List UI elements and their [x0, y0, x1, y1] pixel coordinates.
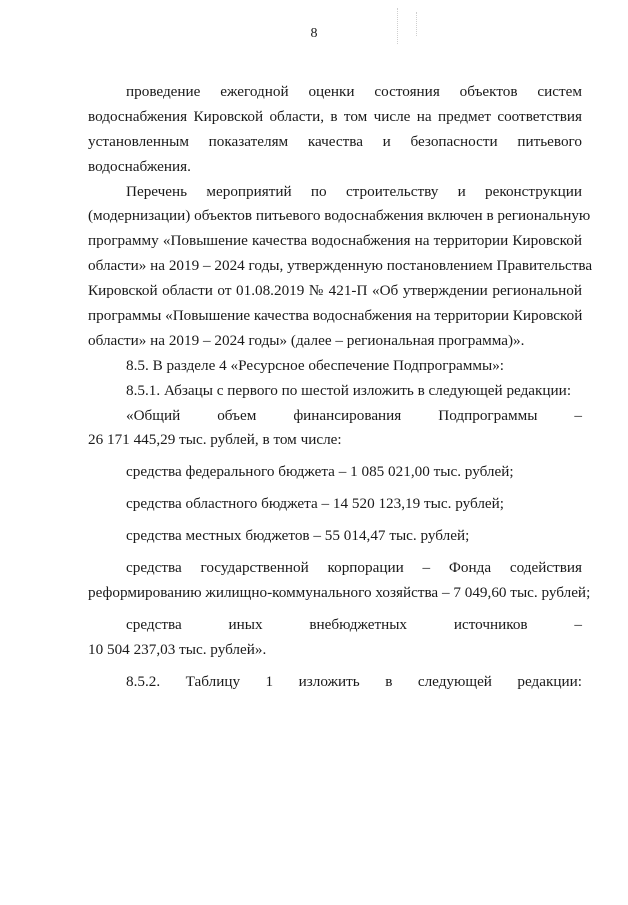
- text-line: установленным показателям качества и безопасности питьевого: [88, 132, 582, 150]
- text-line: программу «Повышение качества водоснабжения на территории Кировской: [88, 232, 582, 250]
- text-line: 8.5.2. Таблицу 1 изложить в следующей редакции:: [126, 672, 582, 690]
- text-line: 8.5.1. Абзацы с первого по шестой изложить в следующей редакции:: [126, 381, 572, 399]
- text-line: проведение ежегодной оценки состояния объектов систем: [126, 83, 582, 100]
- text-line: «Общий объем финансирования Подпрограммы –: [126, 406, 582, 424]
- text-line: (модернизации) объектов питьевого водоснабжения включен в региональную: [88, 207, 591, 225]
- text-line: 10 504 237,03 тыс. рублей».: [88, 640, 267, 658]
- text-line: 26 171 445,29 тыс. рублей, в том числе:: [88, 431, 342, 449]
- text-line: водоснабжения Кировской области, в том числе на предмет соответствия: [88, 107, 582, 125]
- text-line: области» на 2019 – 2024 годы, утвержденную постановлением Правительства: [88, 257, 593, 275]
- page-number: 8: [310, 26, 318, 41]
- text-line: средства иных внебюджетных источников –: [126, 615, 582, 633]
- text-line: средства местных бюджетов – 55 014,47 тыс. рублей;: [126, 527, 470, 545]
- text-line: реформированию жилищно-коммунального хозяйства – 7 049,60 тыс. рублей;: [88, 583, 591, 601]
- text-line: средства федерального бюджета – 1 085 021,00 тыс. рублей;: [126, 463, 514, 481]
- text-line: Кировской области от 01.08.2019 № 421-П «Об утверждении региональной: [88, 282, 582, 300]
- text-line: средства областного бюджета – 14 520 123,19 тыс. рублей;: [126, 495, 505, 513]
- text-line: средства государственной корпорации – Фонда содействия: [126, 559, 582, 577]
- text-line: 8.5. В разделе 4 «Ресурсное обеспечение Подпрограммы»:: [126, 356, 505, 374]
- document-body: [88, 80, 593, 694]
- text-line: области» на 2019 – 2024 годы» (далее – региональная программа)».: [88, 331, 525, 349]
- text-line: Перечень мероприятий по строительству и реконструкции: [126, 182, 582, 200]
- text-line: программы «Повышение качества водоснабжения на территории Кировской: [88, 307, 583, 325]
- text-line: водоснабжения.: [88, 157, 191, 175]
